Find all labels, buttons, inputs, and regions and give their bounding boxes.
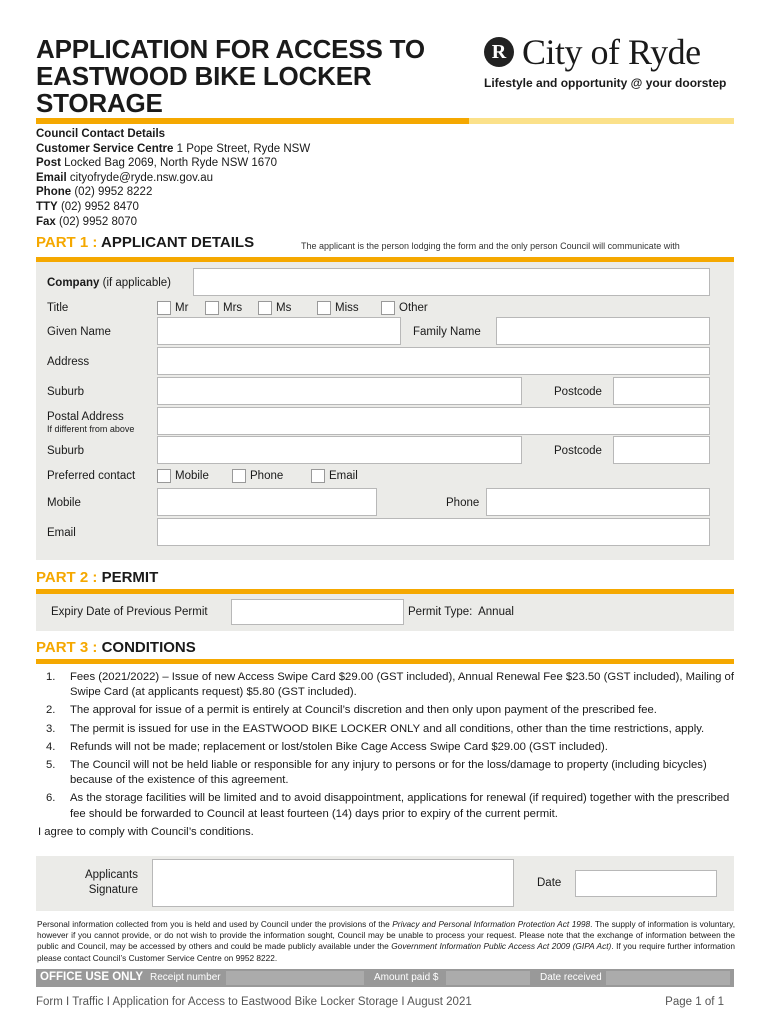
expiry-date-field[interactable]: [231, 599, 404, 625]
part1-note: The applicant is the person lodging the form and the only person Council will communicate with: [301, 241, 680, 251]
signature-panel: [36, 856, 734, 911]
condition-item: 1. Fees (2021/2022) – Issue of new Access Swipe Card $29.00 (GST included), Annual Renewal Fee $23.50 (GST included), Mailing of Swipe Card (at applicants request) $5.80 (GST included).: [46, 671, 734, 699]
postal-address-field[interactable]: [157, 407, 710, 435]
part3-bar: [36, 659, 734, 664]
email-field[interactable]: [157, 518, 710, 546]
receipt-number-label: Receipt number: [150, 972, 221, 983]
suburb-field[interactable]: [157, 377, 522, 405]
contact-phone-label: Phone: [250, 470, 284, 482]
family-name-field[interactable]: [496, 317, 710, 345]
privacy-statement: Personal information collected from you is held and used by Council under the provisions of the Privacy and Personal Information Protection Act 1998. The supply of information is voluntary, however if you cannot provide, or do not wish to provide the information sought, Council may be unable to process your request. Please note that the exchange of information between the public and Council, may be accessed by others and could be made publicly available under the Government Information Public Access Act 2009 (GIPA Act). If you require further information please contact Council’s Customer Service Centre on 9952 8222.: [37, 919, 735, 963]
email-label: Email: [47, 527, 76, 539]
title-miss-label: Miss: [335, 302, 359, 314]
title-mr-checkbox[interactable]: [157, 301, 171, 315]
postal-postcode-label: Postcode: [554, 445, 602, 457]
signature-date-field[interactable]: [575, 870, 717, 897]
title-other-label: Other: [399, 302, 428, 314]
logo-name: City of Ryde: [522, 32, 701, 72]
preferred-contact-label: Preferred contact: [47, 470, 136, 482]
contact-line: TTY (02) 9952 8470: [36, 200, 139, 213]
agree-statement: I agree to comply with Council’s conditions.: [38, 825, 254, 838]
contact-line: Customer Service Centre 1 Pope Street, Ryde NSW: [36, 142, 311, 155]
permit-type: Permit Type: Annual: [408, 606, 514, 618]
given-name-label: Given Name: [47, 326, 111, 338]
title-label: Title: [47, 302, 69, 314]
contact-line: Phone (02) 9952 8222: [36, 186, 153, 199]
contact-mobile-checkbox[interactable]: [157, 469, 171, 483]
amount-paid-label: Amount paid $: [374, 972, 439, 983]
postal-address-hint: If different from above: [47, 424, 135, 434]
phone-field[interactable]: [486, 488, 710, 516]
applicant-details-panel: [36, 262, 734, 560]
signature-label: Applicants Signature: [84, 869, 138, 896]
contact-email-label: Email: [329, 470, 358, 482]
signature-field[interactable]: [152, 859, 514, 907]
title-mrs-label: Mrs: [223, 302, 243, 314]
office-use-bar: [36, 969, 734, 987]
permit-panel: [36, 594, 734, 631]
footer: [36, 996, 734, 1008]
expiry-label: Expiry Date of Previous Permit: [51, 606, 208, 618]
condition-item: 5. The Council will not be held liable or responsible for any injury to persons or for the loss/damage to property (including bicycles) because of the existence of this agreement.: [46, 759, 707, 787]
footer-form-info: Form I Traffic I Application for Access to Eastwood Bike Locker Storage I August 2021: [36, 996, 472, 1008]
conditions-list: [38, 670, 738, 840]
family-name-label: Family Name: [413, 326, 481, 338]
date-received-label: Date received: [540, 972, 602, 983]
page-number: Page 1 of 1: [665, 996, 724, 1008]
address-field[interactable]: [157, 347, 710, 375]
title-ms-label: Ms: [276, 302, 292, 314]
header-divider: [36, 118, 734, 124]
form-title: APPLICATION FOR ACCESS TO EASTWOOD BIKE LOCKER STORAGE: [36, 34, 425, 118]
contact-mobile-label: Mobile: [175, 470, 209, 482]
condition-item: 4. Refunds will not be made; replacement or lost/stolen Bike Cage Access Swipe Card $29.00 (GST included).: [46, 740, 608, 753]
postcode-label: Postcode: [554, 386, 602, 398]
receipt-number-field[interactable]: [226, 971, 364, 985]
contact-details: [36, 127, 310, 229]
part2-heading: PART 2 : PERMIT: [36, 569, 159, 586]
condition-item: 6. As the storage facilities will be limited and to avoid disappointment, applications for renewal (if required) together with the prescribed fee should be forwarded to Council at least fourteen (14) days prior to expiry of the current permit.: [46, 792, 730, 820]
postal-postcode-field[interactable]: [613, 436, 710, 464]
contact-phone-checkbox[interactable]: [232, 469, 246, 483]
title-mr-label: Mr: [175, 302, 189, 314]
postcode-field[interactable]: [613, 377, 710, 405]
mobile-label: Mobile: [47, 497, 81, 509]
title-mrs-checkbox[interactable]: [205, 301, 219, 315]
suburb-label: Suburb: [47, 386, 85, 398]
title-ms-checkbox[interactable]: [258, 301, 272, 315]
logo-tagline: Lifestyle and opportunity @ your doorstep: [484, 76, 727, 90]
amount-paid-field[interactable]: [446, 971, 530, 985]
date-label: Date: [537, 877, 562, 889]
phone-label: Phone: [446, 497, 480, 509]
postal-suburb-label: Suburb: [47, 445, 85, 457]
ryde-logo-icon: R: [484, 37, 514, 67]
contact-line: Email cityofryde@ryde.nsw.gov.au: [36, 171, 214, 184]
given-name-field[interactable]: [157, 317, 401, 345]
contact-line: Post Locked Bag 2069, North Ryde NSW 1670: [36, 157, 277, 170]
contact-email-checkbox[interactable]: [311, 469, 325, 483]
address-label: Address: [47, 356, 90, 368]
company-field[interactable]: [193, 268, 710, 296]
title-other-checkbox[interactable]: [381, 301, 395, 315]
postal-address-label: Postal Address: [47, 411, 124, 423]
part3-heading: PART 3 : CONDITIONS: [36, 639, 196, 656]
contact-line: Fax (02) 9952 8070: [36, 215, 138, 228]
postal-suburb-field[interactable]: [157, 436, 522, 464]
contact-heading: Council Contact Details: [36, 128, 166, 140]
part1-heading: PART 1 : APPLICANT DETAILS: [36, 234, 255, 251]
office-use-label: OFFICE USE ONLY: [40, 971, 144, 983]
company-label: Company (if applicable): [47, 277, 172, 289]
condition-item: 3. The permit is issued for use in the EASTWOOD BIKE LOCKER ONLY and all conditions, other than the time restrictions, apply.: [46, 722, 705, 735]
condition-item: 2. The approval for issue of a permit is entirely at Council’s discretion and then only upon payment of the prescribed fee.: [46, 704, 657, 717]
city-of-ryde-logo: [484, 32, 744, 90]
date-received-field[interactable]: [606, 971, 730, 985]
mobile-field[interactable]: [157, 488, 377, 516]
title-miss-checkbox[interactable]: [317, 301, 331, 315]
